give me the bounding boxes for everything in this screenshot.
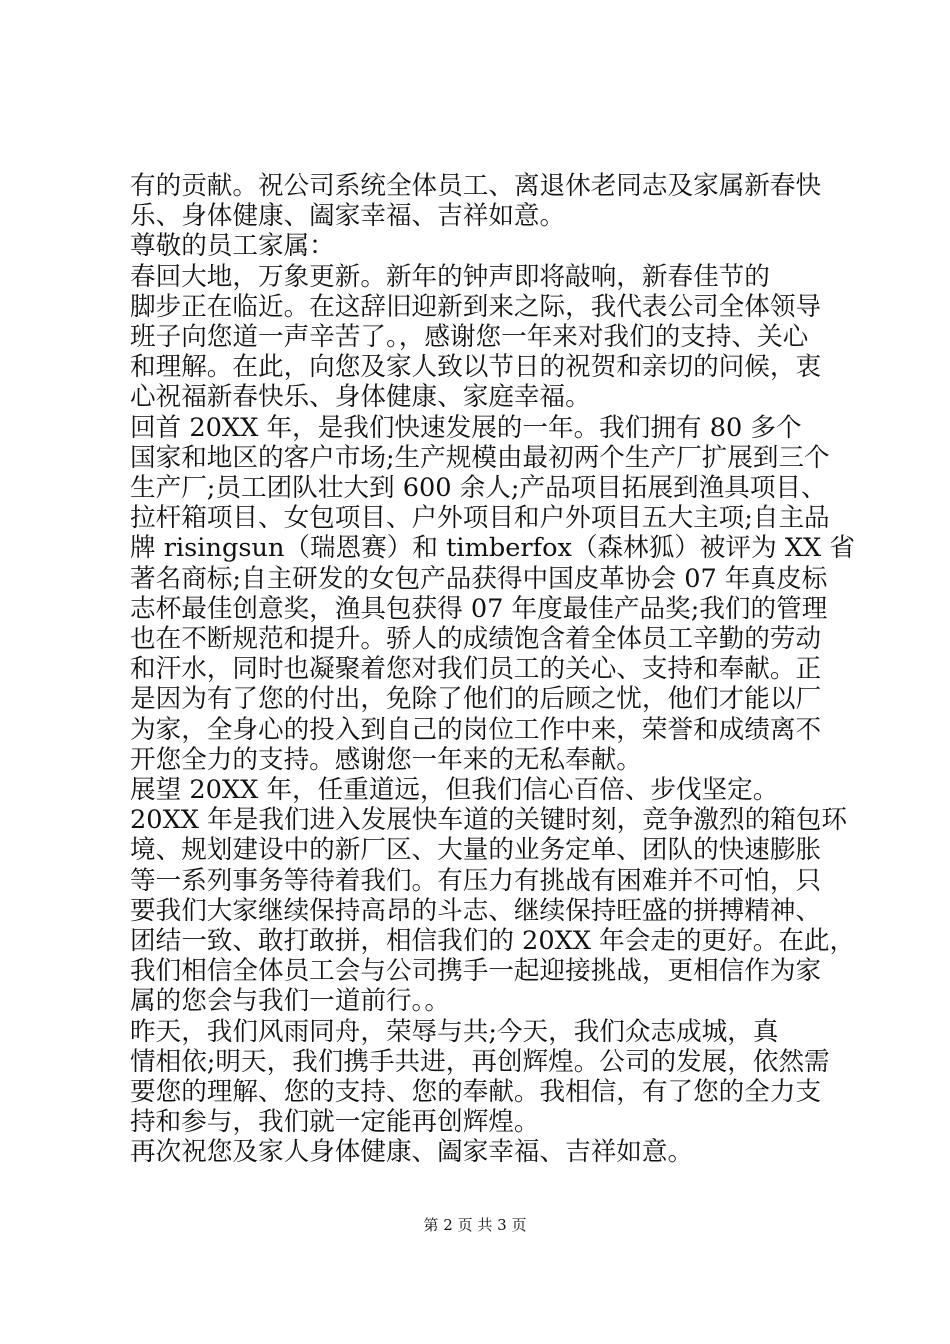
text-line: 20XX 年是我们进入发展快车道的关键时刻，竞争激烈的箱包环	[130, 805, 847, 836]
text-line: 尊敬的员工家属：	[130, 231, 335, 262]
text-line: 也在不断规范和提升。骄人的成绩饱含着全体员工辛勤的劳动	[130, 624, 822, 654]
text-line: 拉杆箱项目、女包项目、户外项目和户外项目五大主项;自主品	[130, 503, 830, 534]
text-line: 牌 risingsun（瑞恩赛）和 timberfox（森林狐）被评为 XX 省	[130, 533, 856, 564]
text-line: 著名商标;自主研发的女包产品获得中国皮革协会 07 年真皮标	[130, 563, 828, 594]
text-line: 春回大地，万象更新。新年的钟声即将敲响，新春佳节的	[130, 261, 770, 292]
text-line: 和理解。在此，向您及家人致以节日的祝贺和亲切的问候，衷	[130, 352, 822, 383]
text-line: 要我们大家继续保持高昂的斗志、继续保持旺盛的拼搏精神、	[130, 895, 822, 926]
text-line: 为家，全身心的投入到自己的岗位工作中来，荣誉和成绩离不	[130, 714, 822, 745]
text-line: 生产厂;员工团队壮大到 600 余人;产品项目拓展到渔具项目、	[130, 473, 827, 503]
text-line: 志杯最佳创意奖，渔具包获得 07 年度最佳产品奖;我们的管理	[130, 593, 828, 624]
text-line: 回首 20XX 年，是我们快速发展的一年。我们拥有 80 多个	[130, 412, 802, 443]
text-line: 开您全力的支持。感谢您一年来的无私奉献。	[130, 744, 642, 775]
text-line: 等一系列事务等待着我们。有压力有挑战有困难并不可怕，只	[130, 865, 822, 896]
page-number-footer: 第 2 页 共 3 页	[423, 1216, 527, 1234]
text-line: 我们相信全体员工会与公司携手一起迎接挑战，更相信作为家	[130, 956, 822, 987]
text-line: 乐、身体健康、阖家幸福、吉祥如意。	[130, 201, 566, 232]
text-line: 团结一致、敢打敢拼，相信我们的 20XX 年会走的更好。在此，	[130, 926, 856, 956]
text-line: 是因为有了您的付出，免除了他们的后顾之忧，他们才能以厂	[130, 684, 822, 715]
text-line: 境、规划建设中的新厂区、大量的业务定单、团队的快速膨胀	[130, 835, 822, 866]
text-line: 和汗水，同时也凝聚着您对我们员工的关心、支持和奉献。正	[130, 654, 822, 685]
text-line: 心祝福新春快乐、身体健康、家庭幸福。	[130, 382, 591, 413]
text-line: 情相依;明天，我们携手共进，再创辉煌。公司的发展，依然需	[130, 1046, 830, 1077]
text-line: 再次祝您及家人身体健康、阖家幸福、吉祥如意。	[130, 1137, 694, 1168]
text-line: 持和参与，我们就一定能再创辉煌。	[130, 1107, 540, 1138]
text-line: 国家和地区的客户市场;生产规模由最初两个生产厂扩展到三个	[130, 442, 830, 473]
text-line: 昨天，我们风雨同舟，荣辱与共;今天，我们众志成城，真	[130, 1016, 779, 1047]
text-line: 班子向您道一声辛苦了。，感谢您一年来对我们的支持、关心	[130, 322, 809, 352]
text-line: 要您的理解、您的支持、您的奉献。我相信，有了您的全力支	[130, 1077, 822, 1107]
text-line: 有的贡献。祝公司系统全体员工、离退休老同志及家属新春快	[130, 171, 822, 201]
text-line: 展望 20XX 年，任重道远，但我们信心百倍、步伐坚定。	[130, 775, 779, 805]
text-line: 脚步正在临近。在这辞旧迎新到来之际，我代表公司全体领导	[130, 291, 822, 322]
text-line: 属的您会与我们一道前行。。	[130, 986, 450, 1017]
